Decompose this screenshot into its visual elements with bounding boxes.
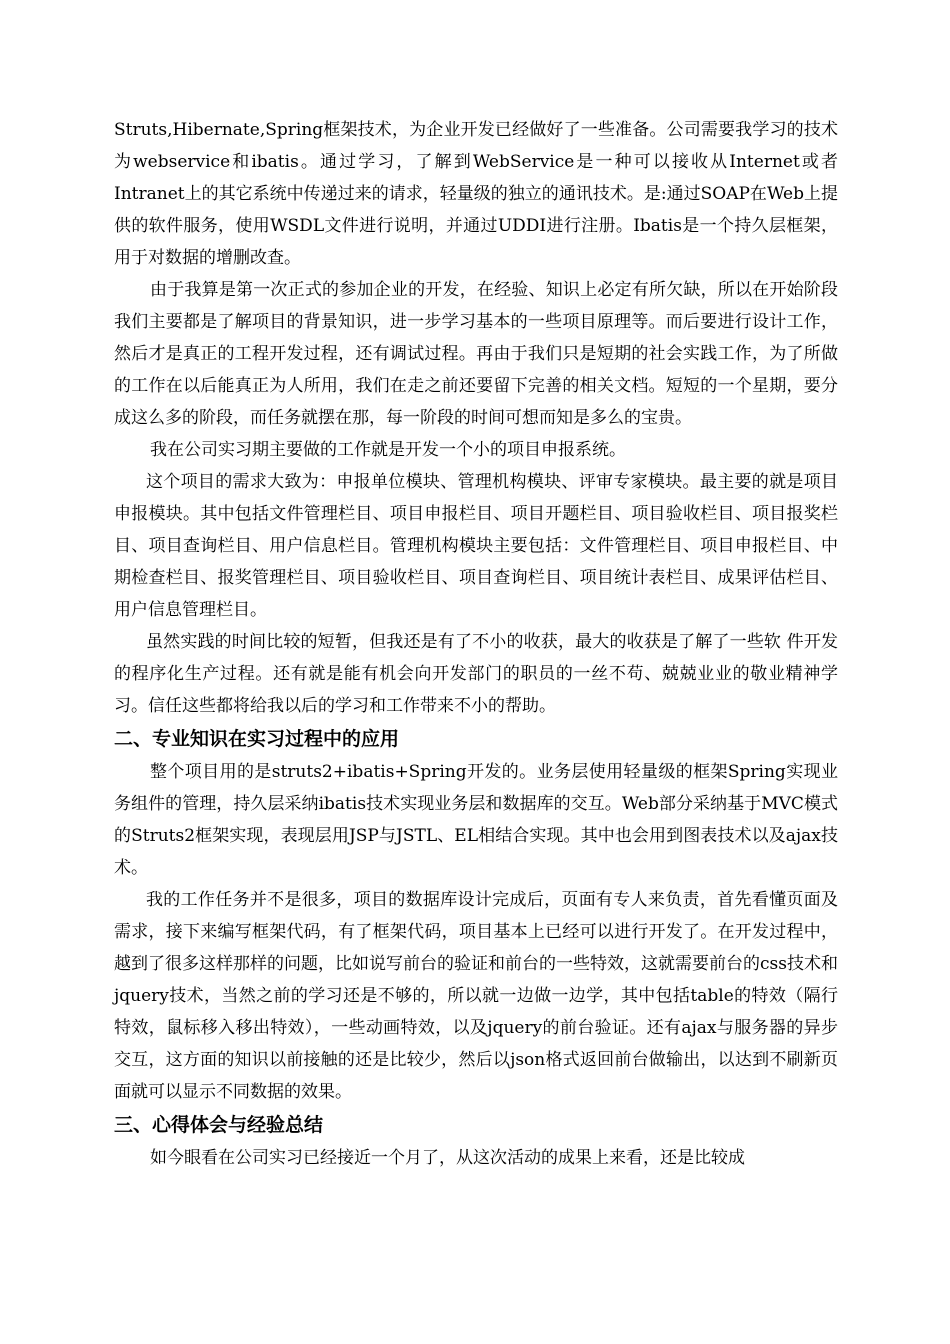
document-page [114,114,838,1174]
paragraph-summary-start: 如今眼看在公司实习已经接近一个月了，从这次活动的成果上来看，还是比较成 [150,1148,745,1168]
paragraph-first-development: 由于我算是第一次正式的参加企业的开发，在经验、知识上必定有所欠缺，所以在开始阶段我们主要都是了解项目的背景知识，进一步学习基本的一些项目原理等。而后要进行设计工作，然后才是真正的工程开发过程，还有调试过程。再由于我们只是短期的社会实践工作，为了所做的工作在以后能真正为人所用，我们在走之前还要留下完善的相关文档。短短的一个星期，要分成这么多的阶段，而任务就摆在那，每一阶段的时间可想而知是多么的宝贵。 [114,280,838,428]
paragraph-internship-work: 我在公司实习期主要做的工作就是开发一个小的项目申报系统。 [150,440,626,460]
paragraph-harvest: 虽然实践的时间比较的短暂，但我还是有了不小的收获，最大的收获是了解了一些软 件开发的程序化生产过程。还有就是能有机会向开发部门的职员的一丝不苟、兢兢业业的敬业精神学习。信任这些都将给我以后的学习和工作带来不小的帮助。 [114,632,838,716]
paragraph-project-requirements: 这个项目的需求大致为：申报单位模块、管理机构模块、评审专家模块。最主要的就是项目申报模块。其中包括文件管理栏目、项目申报栏目、项目开题栏目、项目验收栏目、项目报奖栏目、项目查询栏目、用户信息栏目。管理机构模块主要包括：文件管理栏目、项目申报栏目、中期检查栏目、报奖管理栏目、项目验收栏目、项目查询栏目、项目统计表栏目、成果评估栏目、用户信息管理栏目。 [114,472,838,620]
section-heading-knowledge-application: 二、专业知识在实习过程中的应用 [114,728,400,750]
section-heading-experience-summary: 三、心得体会与经验总结 [114,1114,324,1136]
paragraph-work-tasks: 我的工作任务并不是很多，项目的数据库设计完成后，页面有专人来负责，首先看懂页面及需求，接下来编写框架代码，有了框架代码，项目基本上已经可以进行开发了。在开发过程中，越到了很多这样那样的问题，比如说写前台的验证和前台的一些特效，这就需要前台的css技术和jquery技术，当然之前的学习还是不够的，所以就一边做一边学，其中包括table的特效（隔行特效，鼠标移入移出特效），一些动画特效，以及jquery的前台验证。还有ajax与服务器的异步交互，这方面的知识以前接触的还是比较少，然后以json格式返回前台做输出，以达到不刷新页面就可以显示不同数据的效果。 [114,890,838,1102]
paragraph-frameworks: Struts,Hibernate,Spring框架技术，为企业开发已经做好了一些准备。公司需要我学习的技术为webservice和ibatis。通过学习，了解到WebService是一种可以接收从Internet或者Intranet上的其它系统中传递过来的请求，轻量级的独立的通讯技术。是:通过SOAP在Web上提供的软件服务，使用WSDL文件进行说明，并通过UDDI进行注册。Ibatis是一个持久层框架，用于对数据的增删改查。 [114,120,838,268]
paragraph-project-stack: 整个项目用的是struts2+ibatis+Spring开发的。业务层使用轻量级的框架Spring实现业务组件的管理，持久层采纳ibatis技术实现业务层和数据库的交互。Web部分采纳基于MVC模式的Struts2框架实现，表现层用JSP与JSTL、EL相结合实现。其中也会用到图表技术以及ajax技术。 [114,762,838,878]
